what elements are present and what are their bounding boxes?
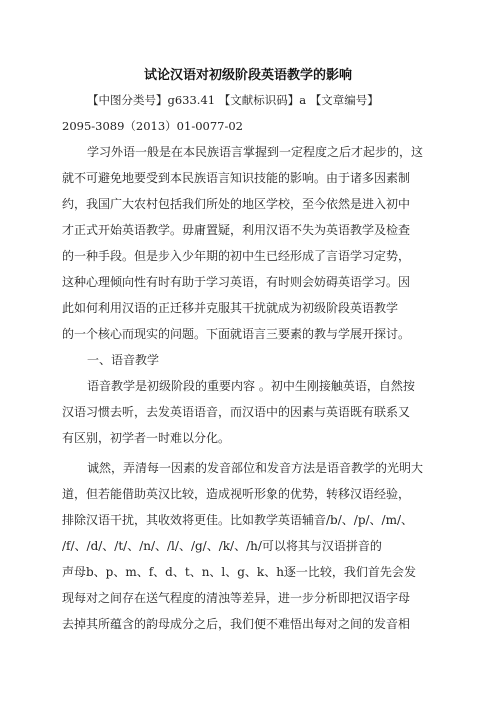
body-line: 约，我国广大农村包括我们所处的地区学校，至今依然是进入初中 [62, 197, 411, 211]
body-line: 道，但若能借助英汉比较，造成视听形象的优势，转移汉语经验， [62, 487, 411, 501]
body-line: 汉语习惯去听，去发英语语音，而汉语中的因素与英语既有联系又 [62, 405, 411, 419]
article-number-line: 2095-3089（2013）01-0077-02 [62, 119, 243, 133]
body-line: 声母b、p、m、f、d、t、n、l、g、k、h逐一比较，我们首先会发 [62, 565, 416, 579]
body-line: 就不可避免地要受到本民族语言知识技能的影响。由于诸多因素制 [62, 171, 411, 185]
body-line: /f/、/d/、/t/、/n/、/l/、/g/、/k/、/h/可以将其与汉语拼音的 [62, 539, 382, 553]
body-line: 排除汉语干扰，其收效将更佳。比如教学英语辅音/b/、/p/、/m/、 [62, 513, 414, 527]
body-line: 现每对之间存在送气程度的清浊等差异，进一步分析即把汉语字母 [62, 591, 411, 605]
document-title: 试论汉语对初级阶段英语教学的影响 [143, 68, 352, 83]
body-line: 才正式开始英语教学。毋庸置疑，利用汉语不失为英语教学及检查 [62, 223, 411, 237]
body-line: 去掉其所蕴含的韵母成分之后，我们便不难悟出每对之间的发音相 [62, 617, 411, 631]
body-line: 的一种手段。但是步入少年期的初中生已经形成了言语学习定势， [62, 249, 411, 263]
body-line: 语音教学是初级阶段的重要内容 。初中生刚接触英语，自然按 [87, 379, 415, 393]
body-line: 此如何利用汉语的正迁移并克服其干扰就成为初级阶段英语教学 [62, 301, 399, 315]
body-line: 这种心理倾向性有时有助于学习英语，有时则会妨碍英语学习。因 [62, 275, 411, 289]
body-line: 学习外语一般是在本民族语言掌握到一定程度之后才起步的，这 [87, 145, 424, 159]
body-line: 的一个核心而现实的问题。下面就语言三要素的教与学展开探讨。 [62, 327, 411, 341]
classification-line: 【中图分类号】g633.41 【文献标识码】a 【文章编号】 [87, 93, 379, 107]
body-line: 诚然，弄清每一因素的发音部位和发音方法是语音教学的光明大 [87, 461, 424, 475]
body-line: 有区别，初学者一时难以分化。 [62, 431, 231, 445]
section-heading: 一、语音教学 [87, 353, 160, 367]
